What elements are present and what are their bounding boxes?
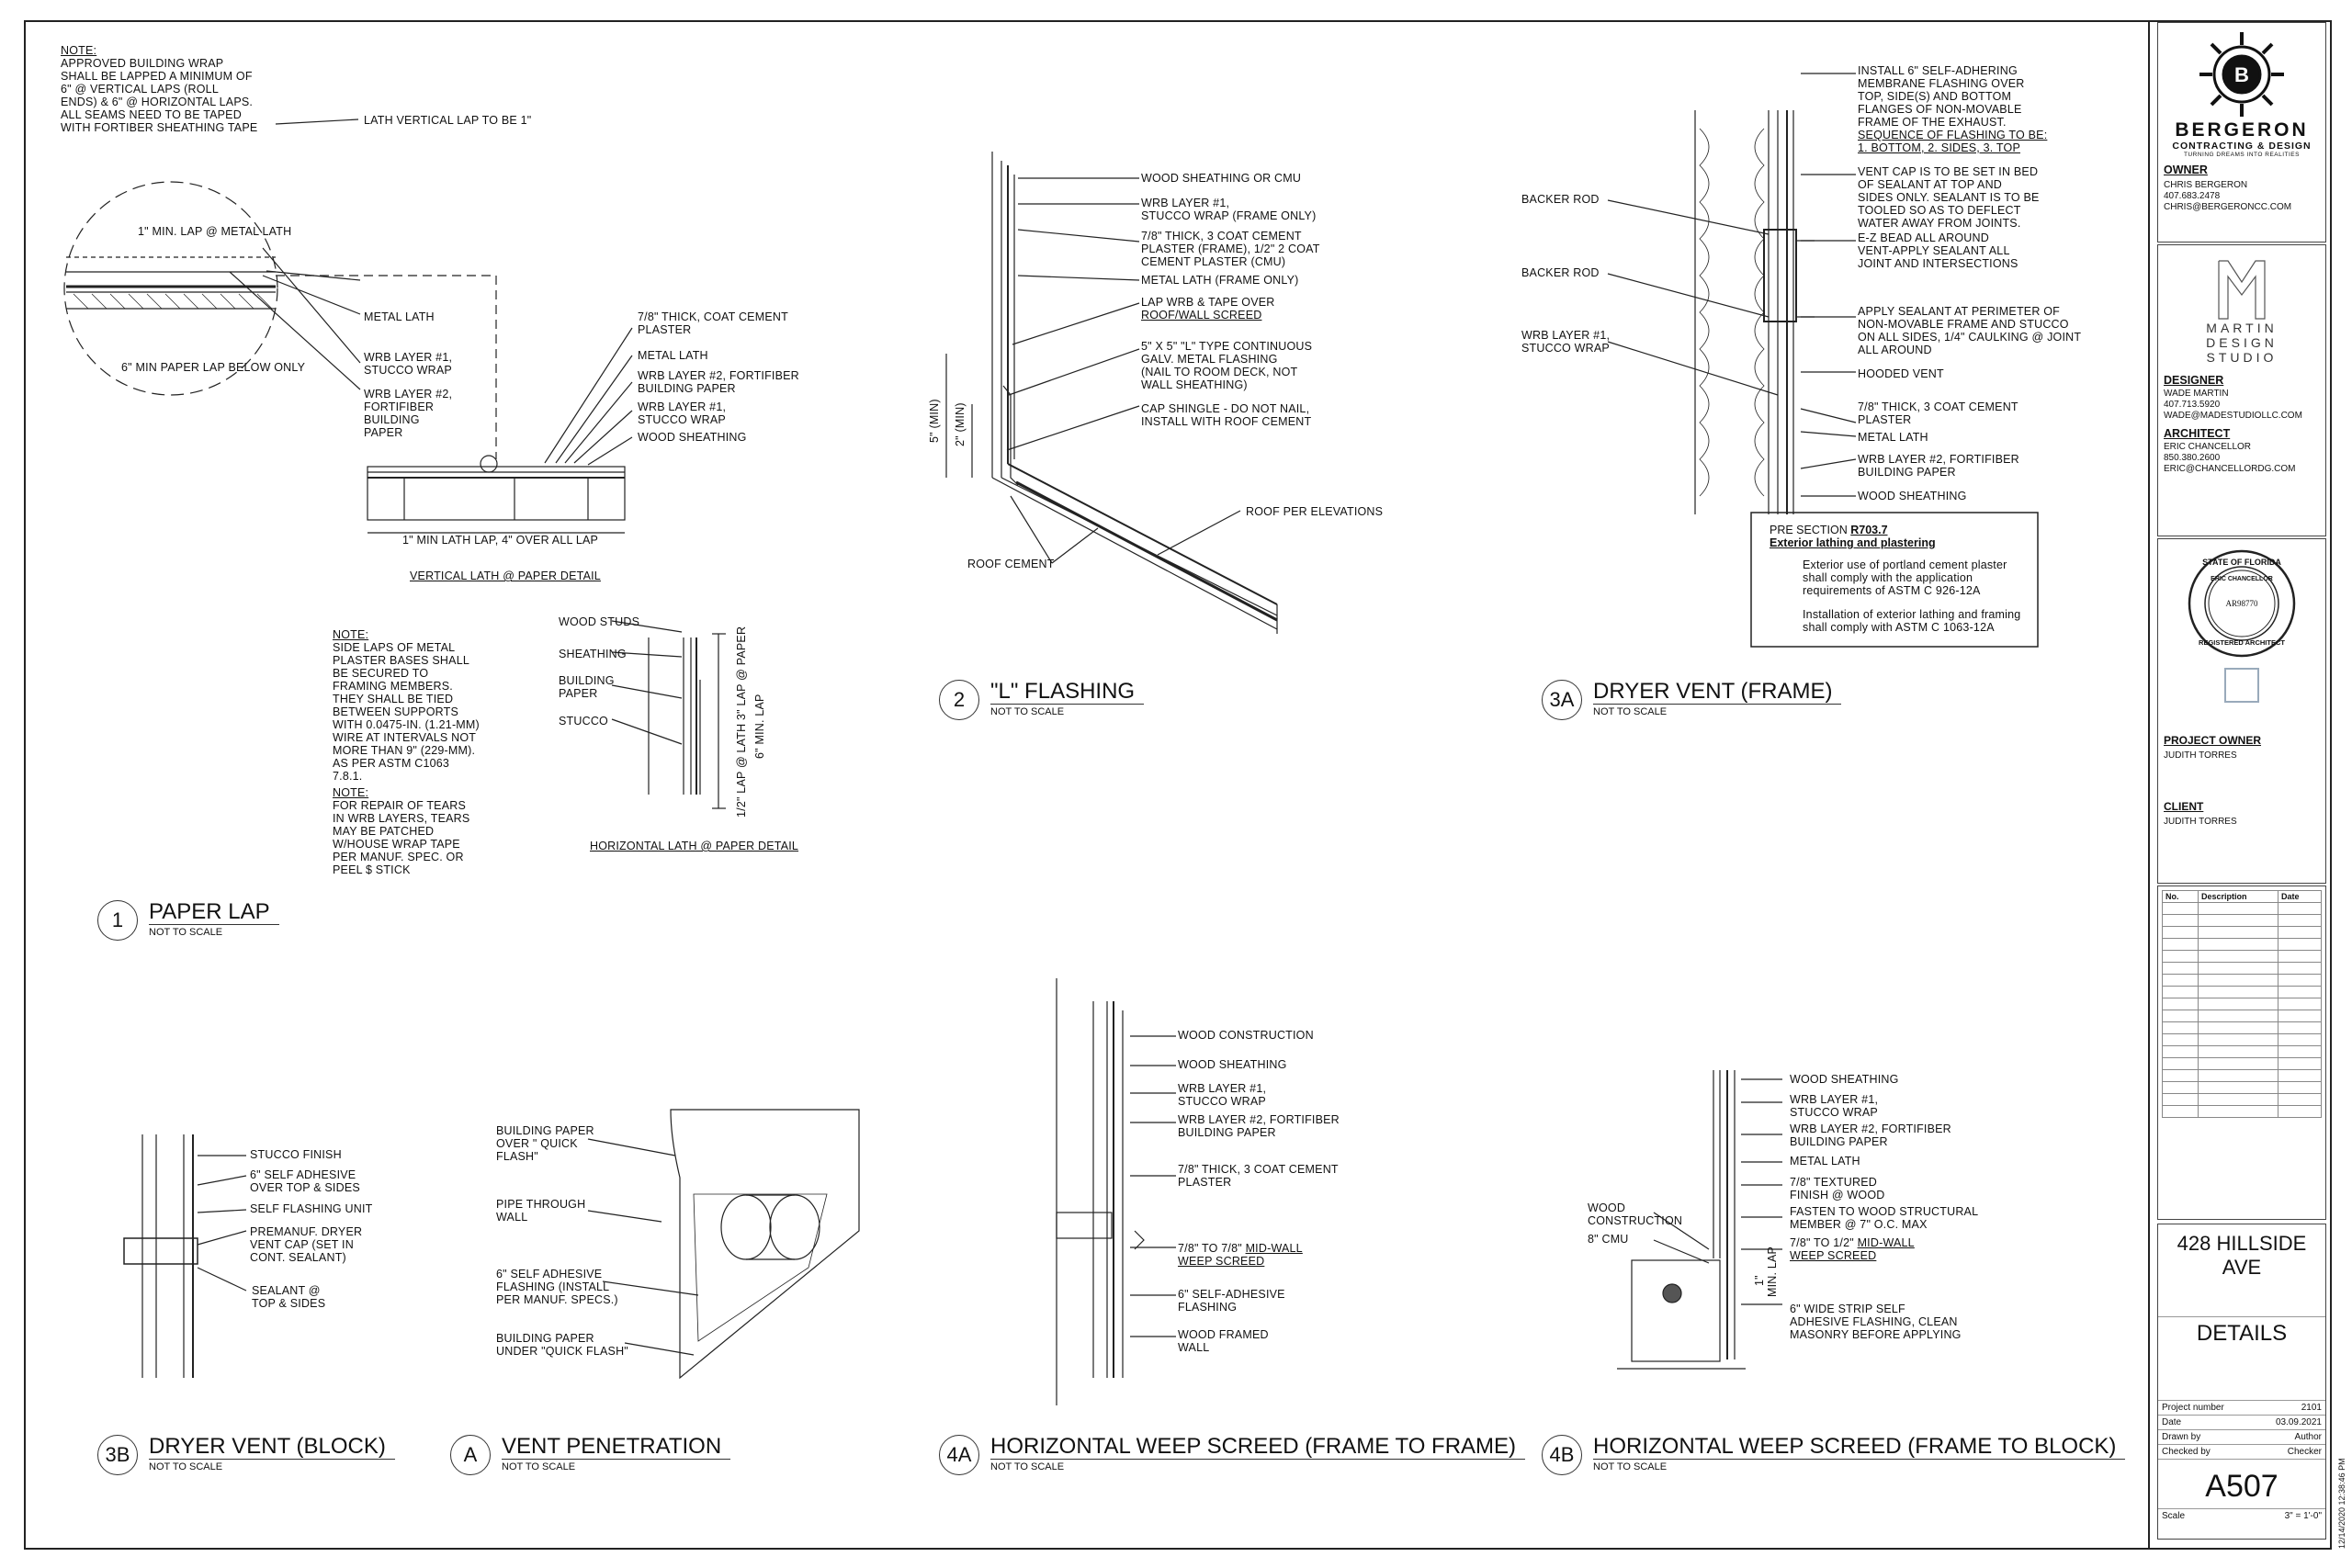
designer-panel xyxy=(2157,244,2326,536)
caption-vertical-lath: VERTICAL LATH @ PAPER DETAIL xyxy=(410,570,601,582)
weep-screed-mid-wall: MID-WALL xyxy=(1857,1236,1915,1249)
client-name: JUDITH TORRES xyxy=(2164,817,2237,827)
label-wood-construction: WOOD CONSTRUCTION xyxy=(1588,1201,1683,1227)
weep-screed-mid-wall: MID-WALL xyxy=(1245,1242,1303,1255)
label-cement-plaster: 7/8" THICK, 3 COAT CEMENT PLASTER (FRAME), 1/2" 2 COAT CEMENT PLASTER (CMU) xyxy=(1141,230,1320,268)
label-v-metal-lath: METAL LATH xyxy=(638,349,708,362)
detail-scale: NOT TO SCALE xyxy=(502,1461,576,1472)
table-row xyxy=(2163,1034,2322,1046)
detail-title: HORIZONTAL WEEP SCREED (FRAME TO FRAME) xyxy=(990,1435,1525,1460)
company-tagline: TURNING DREAMS INTO REALITIES xyxy=(2184,152,2300,158)
table-row xyxy=(2163,1106,2322,1118)
info-value: Author xyxy=(2294,1432,2322,1442)
label-backer-rod-1: BACKER ROD xyxy=(1521,193,1600,206)
table-row xyxy=(2163,903,2322,915)
detail-scale: NOT TO SCALE xyxy=(1593,1461,1668,1472)
detail-scale: NOT TO SCALE xyxy=(1593,706,1668,717)
martin-design-logo-icon xyxy=(2200,256,2283,321)
label-mid-wall-weep-screed xyxy=(1178,1242,1303,1268)
detail-bubble: 3B xyxy=(97,1435,138,1475)
label-cement-plaster: 7/8" THICK, 3 COAT CEMENT PLASTER xyxy=(1178,1163,1339,1189)
seal-registered: REGISTERED ARCHITECT xyxy=(2199,638,2285,647)
code-section-number: R703.7 xyxy=(1850,524,1888,536)
label-self-flashing-unit: SELF FLASHING UNIT xyxy=(250,1202,373,1215)
note3-repair: FOR REPAIR OF TEARS IN WRB LAYERS, TEARS MAY BE PATCHED W/HOUSE WRAP TAPE PER MANUF. SPEC. OR PEEL $ STICK xyxy=(333,799,470,876)
label-v-plaster: 7/8" THICK, COAT CEMENT PLASTER xyxy=(638,310,788,336)
detail-bubble: 4A xyxy=(939,1435,979,1475)
label-wood-sheathing: WOOD SHEATHING xyxy=(1790,1073,1899,1086)
info-row xyxy=(2158,1430,2325,1445)
info-row xyxy=(2158,1401,2325,1416)
weep-screed-name: WEEP SCREED xyxy=(1790,1249,1877,1262)
label-roof-per-elevations: ROOF PER ELEVATIONS xyxy=(1246,505,1384,518)
note-heading: NOTE: xyxy=(61,44,97,57)
table-row xyxy=(2163,1022,2322,1034)
label-l-type-flashing: 5" X 5" "L" TYPE CONTINUOUS GALV. METAL FLASHING (NAIL TO ROOM DECK, NOT WALL SHEATHING) xyxy=(1141,340,1313,391)
label-wood-sheathing-cmu: WOOD SHEATHING OR CMU xyxy=(1141,172,1302,185)
label-v-wrb-2: WRB LAYER #2, FORTIFIBER BUILDING PAPER xyxy=(638,369,799,395)
architect-seal xyxy=(2187,548,2297,659)
scale-row xyxy=(2158,1508,2325,1523)
logo-letter: B xyxy=(2234,63,2249,86)
print-timestamp: 12/14/2020 12:38:46 PM xyxy=(2337,1458,2346,1549)
dim-5-min: 5" (MIN) xyxy=(928,399,941,443)
code-pre-section: PRE SECTION xyxy=(1770,524,1851,536)
info-label: Project number xyxy=(2162,1403,2224,1413)
label-wrb-layer-1: WRB LAYER #1, STUCCO WRAP xyxy=(364,351,453,377)
detail-title: DRYER VENT (BLOCK) xyxy=(149,1435,395,1460)
label-apply-sealant: APPLY SEALANT AT PERIMETER OF NON-MOVABLE FRAME AND STUCCO ON ALL SIDES, 1/4" CAULKING @ JOINT ALL AROUND xyxy=(1858,305,2082,356)
code-reference-box xyxy=(1770,524,1936,549)
detail-title: DRYER VENT (FRAME) xyxy=(1593,680,1841,705)
label-wood-sheathing: WOOD SHEATHING xyxy=(1178,1058,1287,1071)
label-pipe-through-wall: PIPE THROUGH WALL xyxy=(496,1198,586,1224)
detail-bubble: A xyxy=(450,1435,491,1475)
label-self-adhesive: 6" SELF ADHESIVE OVER TOP & SIDES xyxy=(250,1168,360,1194)
detail-title-vent-penetration xyxy=(450,1435,730,1475)
label-roof-cement: ROOF CEMENT xyxy=(967,558,1055,570)
seal-state: STATE OF FLORIDA xyxy=(2202,558,2281,567)
table-row xyxy=(2163,1094,2322,1106)
rev-col-no: No. xyxy=(2163,891,2199,903)
label-textured-finish: 7/8" TEXTURED FINISH @ WOOD xyxy=(1790,1176,1885,1201)
weep-screed-size: 7/8" TO 1/2" xyxy=(1790,1236,1858,1249)
label-self-adhesive-flashing: 6" SELF ADHESIVE FLASHING (INSTALL PER MANUF. SPECS.) xyxy=(496,1268,618,1306)
label-vent-cap: VENT CAP IS TO BE SET IN BED OF SEALANT AT TOP AND SIDES ONLY. SEALANT IS TO BE TOOLED SO AS TO DEFLECT WATER AWAY FROM JOINTS. xyxy=(1858,165,2040,230)
table-row xyxy=(2163,1058,2322,1070)
signature-mark-icon xyxy=(2224,668,2259,703)
note-building-wrap: APPROVED BUILDING WRAP SHALL BE LAPPED A MINIMUM OF 6" @ VERTICAL LAPS (ROLL ENDS) & 6" @ HORIZONTAL LAPS. ALL SEAMS NEED TO BE TAPED WITH FORTIBER SHEATHING TAPE xyxy=(61,57,258,134)
seal-number: AR98770 xyxy=(2225,599,2258,608)
project-owner-name: JUDITH TORRES xyxy=(2164,750,2237,761)
info-value: 03.09.2021 xyxy=(2275,1417,2322,1427)
code-paragraph-1: Exterior use of portland cement plaster shall comply with the application requirements of ASTM C 926-12A xyxy=(1803,558,2007,597)
detail-title-weep-screed-block xyxy=(1542,1435,2125,1475)
sheet-info-panel xyxy=(2157,1224,2326,1540)
detail-title-l-flashing xyxy=(939,680,1144,720)
code-section-heading: Exterior lathing and plastering xyxy=(1770,536,1936,549)
company-sub: CONTRACTING & DESIGN xyxy=(2172,141,2312,152)
label-fasten-wood: FASTEN TO WOOD STRUCTURAL MEMBER @ 7" O.C. MAX xyxy=(1790,1205,1979,1231)
label-metal-lath: METAL LATH (FRAME ONLY) xyxy=(1141,274,1299,287)
detail-title-paper-lap xyxy=(97,900,279,941)
detail-bubble: 3A xyxy=(1542,680,1582,720)
owner-contact: CHRIS BERGERON 407.683.2478 CHRIS@BERGERONCC.COM xyxy=(2164,180,2292,212)
label-install-membrane: INSTALL 6" SELF-ADHERING MEMBRANE FLASHING OVER TOP, SIDE(S) AND BOTTOM FLANGES OF NON-MOVABLE FRAME OF THE EXHAUST. xyxy=(1858,64,2025,129)
info-label: Drawn by xyxy=(2162,1432,2201,1442)
label-mid-wall-weep-screed xyxy=(1790,1236,1915,1262)
sheet-number: A507 xyxy=(2205,1469,2278,1504)
bergeron-logo xyxy=(2164,28,2320,158)
label-v-wrb-1: WRB LAYER #1, STUCCO WRAP xyxy=(638,400,727,426)
designer-logo-text: MARTIN DESIGN STUDIO xyxy=(2206,321,2278,365)
compass-logo-icon xyxy=(2191,28,2292,120)
caption-horizontal-lath: HORIZONTAL LATH @ PAPER DETAIL xyxy=(590,840,799,852)
note2-heading: NOTE: xyxy=(333,628,369,641)
rev-col-description: Description xyxy=(2199,891,2278,903)
dim-1-inch: 1" xyxy=(1753,1275,1766,1286)
label-cement-plaster: 7/8" THICK, 3 COAT CEMENT PLASTER xyxy=(1858,400,2018,426)
note2-side-laps: SIDE LAPS OF METAL PLASTER BASES SHALL BE SECURED TO FRAMING MEMBERS. THEY SHALL BE TIED BETWEEN SUPPORTS WITH 0.0475-IN. (1.21-MM) WIRE AT INTERVALS NOT MORE THAN 9" (229-MM). AS PER ASTM C1063 7.8.1. xyxy=(333,641,480,783)
label-lap-wrb: LAP WRB & TAPE OVER xyxy=(1141,296,1275,309)
label-wrb-layer-1: WRB LAYER #1, STUCCO WRAP xyxy=(1521,329,1611,355)
table-row xyxy=(2163,975,2322,987)
dim-lap-lath-paper: 1/2" LAP @ LATH 3" LAP @ PAPER xyxy=(735,626,748,818)
revision-table xyxy=(2162,890,2322,1118)
table-row xyxy=(2163,927,2322,939)
label-hooded-vent: HOODED VENT xyxy=(1858,367,1944,380)
table-row xyxy=(2163,1046,2322,1058)
label-wrb-layer-1: WRB LAYER #1, STUCCO WRAP (FRAME ONLY) xyxy=(1141,197,1317,222)
table-row xyxy=(2163,915,2322,927)
label-v-sheathing: WOOD SHEATHING xyxy=(638,431,747,444)
label-cap-shingle: CAP SHINGLE - DO NOT NAIL, INSTALL WITH ROOF CEMENT xyxy=(1141,402,1312,428)
detail-scale: NOT TO SCALE xyxy=(990,1461,1065,1472)
table-row xyxy=(2163,1010,2322,1022)
label-premanuf-vent-cap: PREMANUF. DRYER VENT CAP (SET IN CONT. SEALANT) xyxy=(250,1225,363,1264)
table-row xyxy=(2163,951,2322,963)
detail-bubble: 1 xyxy=(97,900,138,941)
label-wrb-layer-2: WRB LAYER #2, FORTIFIBER BUILDING PAPER xyxy=(1178,1113,1340,1139)
weep-screed-name: WEEP SCREED xyxy=(1178,1255,1265,1268)
label-stucco-finish: STUCCO FINISH xyxy=(250,1148,342,1161)
label-metal-lath: METAL LATH xyxy=(1858,431,1928,444)
architect-heading: ARCHITECT xyxy=(2164,427,2231,440)
label-ez-bead: E-Z BEAD ALL AROUND VENT-APPLY SEALANT ALL JOINT AND INTERSECTIONS xyxy=(1858,231,2018,270)
client-heading: CLIENT xyxy=(2164,800,2204,813)
detail-scale: NOT TO SCALE xyxy=(990,706,1065,717)
label-wrb-layer-2: WRB LAYER #2, FORTIFIBER BUILDING PAPER xyxy=(1790,1122,1951,1148)
label-wood-sheathing: WOOD SHEATHING xyxy=(1858,490,1967,502)
info-value: Checker xyxy=(2287,1447,2322,1457)
label-metal-lath: METAL LATH xyxy=(364,310,435,323)
detail-title-dryer-vent-frame xyxy=(1542,680,1841,720)
table-row xyxy=(2163,963,2322,975)
table-row xyxy=(2163,987,2322,998)
label-wrb-layer-2: WRB LAYER #2, FORTIFIBER BUILDING PAPER xyxy=(364,388,453,439)
label-lath-vertical-lap: LATH VERTICAL LAP TO BE 1" xyxy=(364,114,532,127)
label-8-cmu: 8" CMU xyxy=(1588,1233,1629,1246)
detail-title: "L" FLASHING xyxy=(990,680,1144,705)
label-sheathing: SHEATHING xyxy=(559,648,627,660)
info-label: Date xyxy=(2162,1417,2182,1427)
company-name: BERGERON xyxy=(2175,119,2309,141)
detail-title: HORIZONTAL WEEP SCREED (FRAME TO BLOCK) xyxy=(1593,1435,2125,1460)
label-metal-lath: METAL LATH xyxy=(1790,1155,1860,1168)
detail-title-weep-screed-frame xyxy=(939,1435,1525,1475)
info-row xyxy=(2158,1445,2325,1460)
label-building-paper-under: BUILDING PAPER UNDER "QUICK FLASH" xyxy=(496,1332,628,1358)
label-building-paper-over: BUILDING PAPER OVER " QUICK FLASH" xyxy=(496,1124,594,1163)
detail-title-dryer-vent-block xyxy=(97,1435,395,1475)
table-row xyxy=(2163,1082,2322,1094)
label-flashing-sequence: SEQUENCE OF FLASHING TO BE: 1. BOTTOM, 2. SIDES, 3. TOP xyxy=(1858,129,2048,154)
project-title: 428 HILLSIDE AVE xyxy=(2177,1232,2307,1279)
table-row xyxy=(2163,939,2322,951)
code-paragraph-2: Installation of exterior lathing and framing shall comply with ASTM C 1063-12A xyxy=(1803,608,2021,634)
designer-heading: DESIGNER xyxy=(2164,374,2224,387)
sheet-title: DETAILS xyxy=(2196,1321,2288,1346)
weep-screed-size: 7/8" TO 7/8" xyxy=(1178,1242,1246,1255)
revision-panel xyxy=(2157,886,2326,1220)
dim-min-lap: MIN. LAP xyxy=(1766,1246,1779,1297)
project-owner-heading: PROJECT OWNER xyxy=(2164,734,2262,747)
seal-panel xyxy=(2157,538,2326,884)
label-wide-strip-flashing: 6" WIDE STRIP SELF ADHESIVE FLASHING, CLEAN MASONRY BEFORE APPLYING xyxy=(1790,1303,1962,1341)
label-wrb-layer-1: WRB LAYER #1, STUCCO WRAP xyxy=(1790,1093,1879,1119)
detail-scale: NOT TO SCALE xyxy=(149,927,223,938)
dim-6-min-lap: 6" MIN. LAP xyxy=(753,694,766,759)
label-self-adhesive-flashing: 6" SELF-ADHESIVE FLASHING xyxy=(1178,1288,1285,1314)
owner-heading: OWNER xyxy=(2164,164,2208,176)
label-wood-studs: WOOD STUDS xyxy=(559,615,640,628)
info-value: 2101 xyxy=(2301,1403,2322,1413)
title-block xyxy=(2148,20,2332,1550)
info-label: Checked by xyxy=(2162,1447,2211,1457)
label-wood-construction: WOOD CONSTRUCTION xyxy=(1178,1029,1314,1042)
detail-scale: NOT TO SCALE xyxy=(149,1461,223,1472)
table-row xyxy=(2163,998,2322,1010)
note3-heading: NOTE: xyxy=(333,786,369,799)
label-building-paper: BUILDING PAPER xyxy=(559,674,615,700)
label-wood-framed-wall: WOOD FRAMED WALL xyxy=(1178,1328,1269,1354)
owner-panel xyxy=(2157,22,2326,243)
label-v-dim: 1" MIN LATH LAP, 4" OVER ALL LAP xyxy=(402,534,599,547)
info-row xyxy=(2158,1416,2325,1430)
label-roof-wall-screed: ROOF/WALL SCREED xyxy=(1141,309,1262,321)
scale-label: Scale xyxy=(2162,1511,2186,1521)
seal-name: ERIC CHANCELLOR xyxy=(2211,576,2273,582)
label-backer-rod-2: BACKER ROD xyxy=(1521,266,1600,279)
label-min-lap-metal-lath: 1" MIN. LAP @ METAL LATH xyxy=(138,225,292,238)
detail-title: VENT PENETRATION xyxy=(502,1435,730,1460)
table-row xyxy=(2163,1070,2322,1082)
detail-bubble: 4B xyxy=(1542,1435,1582,1475)
rev-col-date: Date xyxy=(2278,891,2322,903)
designer-contact: WADE MARTIN 407.713.5920 WADE@MADESTUDIOLLC.COM xyxy=(2164,389,2302,421)
dim-2-min: 2" (MIN) xyxy=(954,402,967,446)
label-stucco: STUCCO xyxy=(559,715,608,728)
label-sealant-top-sides: SEALANT @ TOP & SIDES xyxy=(252,1284,326,1310)
detail-title: PAPER LAP xyxy=(149,900,279,925)
architect-contact: ERIC CHANCELLOR 850.380.2600 ERIC@CHANCELLORDG.COM xyxy=(2164,442,2296,474)
label-wrb-layer-2: WRB LAYER #2, FORTIFIBER BUILDING PAPER xyxy=(1858,453,2019,479)
scale-value: 3" = 1'-0" xyxy=(2284,1511,2322,1521)
detail-bubble: 2 xyxy=(939,680,979,720)
label-wrb-layer-1: WRB LAYER #1, STUCCO WRAP xyxy=(1178,1082,1267,1108)
label-6-min-paper-lap: 6" MIN PAPER LAP BELOW ONLY xyxy=(121,361,306,374)
revision-header-row xyxy=(2163,891,2322,903)
